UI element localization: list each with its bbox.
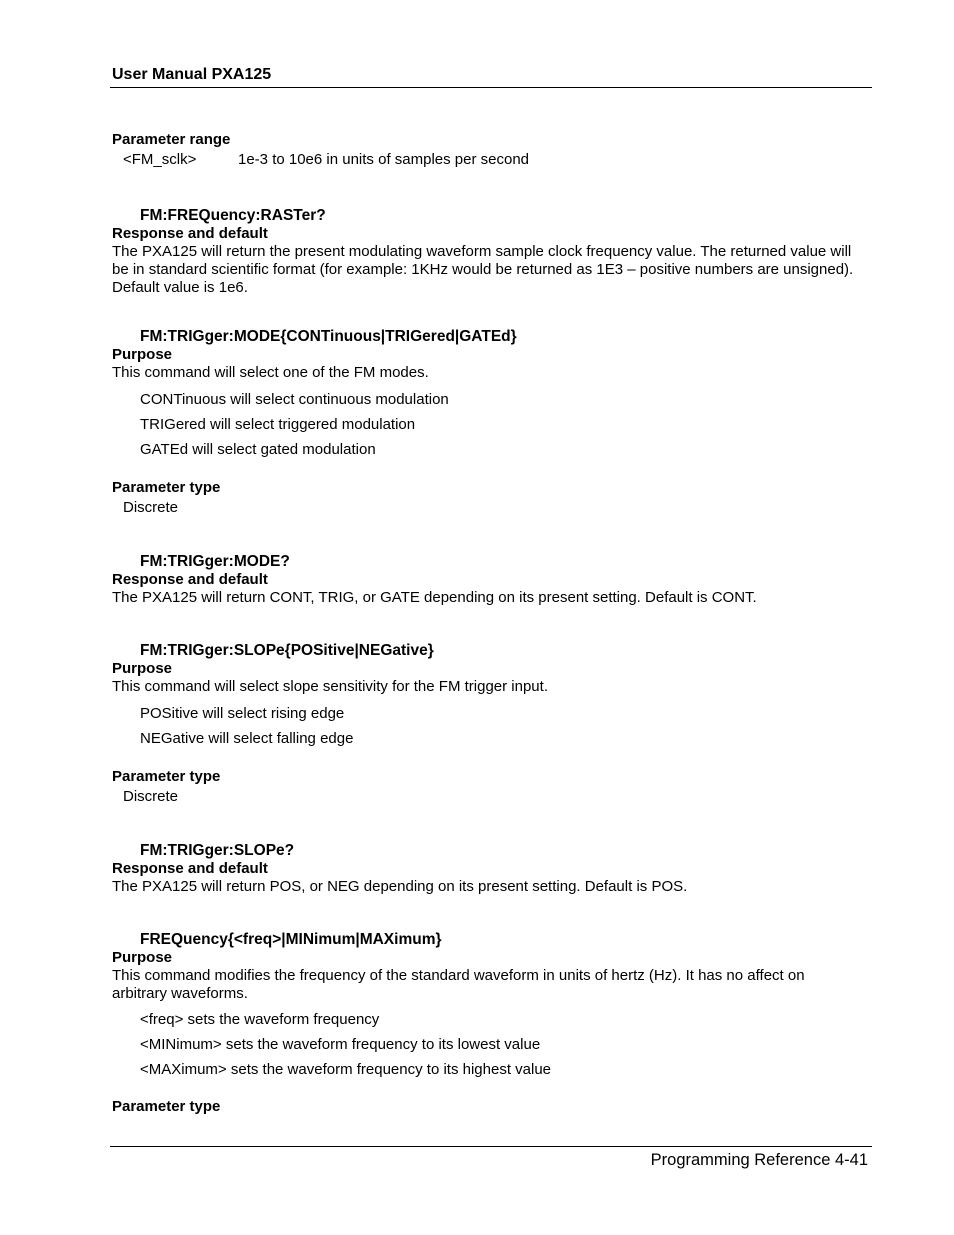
purpose-text: This command will select slope sensitivity for the FM trigger input. [112, 678, 548, 695]
option-item: <MINimum> sets the waveform frequency to its lowest value [140, 1036, 541, 1053]
option-item: TRIGered will select triggered modulation [140, 416, 416, 433]
option-item: GATEd will select gated modulation [140, 441, 376, 458]
purpose-label: Purpose [112, 660, 173, 677]
command-heading: FREQuency{<freq>|MINimum|MAXimum} [140, 931, 442, 948]
footer-page-reference: Programming Reference 4-41 [650, 1151, 868, 1169]
option-item: POSitive will select rising edge [140, 705, 345, 722]
header-title: User Manual PXA125 [112, 66, 272, 83]
response-text: The PXA125 will return CONT, TRIG, or GATE depending on its present setting. Default is CONT. [112, 589, 757, 606]
parameter-type-value: Discrete [123, 499, 179, 516]
purpose-text: This command will select one of the FM modes. [112, 364, 429, 381]
command-heading: FM:FREQuency:RASTer? [140, 207, 326, 224]
option-item: <freq> sets the waveform frequency [140, 1011, 380, 1028]
param-range-label: Parameter range [112, 131, 231, 148]
page-content [112, 131, 862, 1116]
purpose-label: Purpose [112, 346, 173, 363]
parameter-type-label: Parameter type [112, 479, 221, 496]
command-heading: FM:TRIGger:MODE{CONTinuous|TRIGered|GATEd} [140, 328, 517, 345]
response-label: Response and default [112, 225, 268, 242]
header-divider [110, 87, 872, 88]
footer-divider [110, 1146, 872, 1147]
param-range-desc: 1e-3 to 10e6 in units of samples per second [238, 151, 530, 168]
purpose-label: Purpose [112, 949, 173, 966]
response-text: The PXA125 will return POS, or NEG depending on its present setting. Default is POS. [112, 878, 688, 895]
response-label: Response and default [112, 860, 268, 877]
command-heading: FM:TRIGger:SLOPe{POSitive|NEGative} [140, 642, 434, 659]
param-range-row [112, 151, 862, 169]
param-range-name: <FM_sclk> [123, 151, 197, 168]
option-item: <MAXimum> sets the waveform frequency to its highest value [140, 1061, 552, 1078]
option-item: NEGative will select falling edge [140, 730, 354, 747]
response-text: The PXA125 will return the present modulating waveform sample clock frequency value. The returned value will be in standard scientific format (for example: 1KHz would be returned as 1E3 – positive numbers are unsigned). Default value is 1e6. [112, 243, 854, 296]
command-heading: FM:TRIGger:SLOPe? [140, 842, 295, 859]
parameter-type-value: Discrete [123, 788, 179, 805]
parameter-type-label: Parameter type [112, 1098, 221, 1115]
option-item: CONTinuous will select continuous modulation [140, 391, 449, 408]
command-heading: FM:TRIGger:MODE? [140, 553, 290, 570]
response-label: Response and default [112, 571, 268, 588]
parameter-type-label: Parameter type [112, 768, 221, 785]
purpose-text: This command modifies the frequency of the standard waveform in units of hertz (Hz). It has no affect on arbitrary waveforms. [112, 967, 805, 1002]
